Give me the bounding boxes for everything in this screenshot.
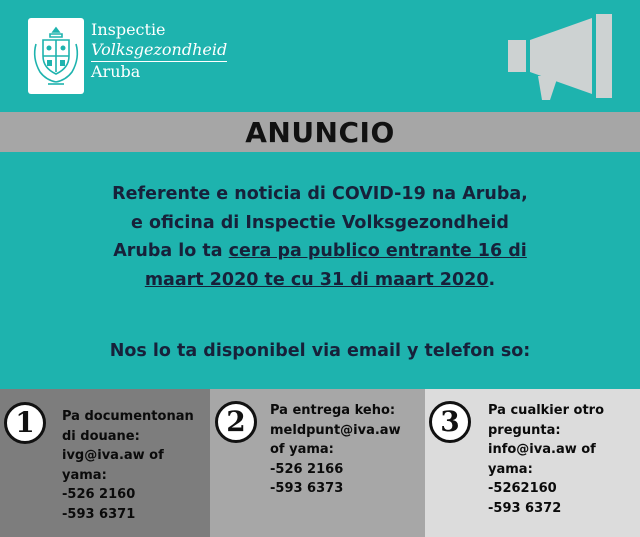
panel-text <box>62 407 207 524</box>
brand-name <box>91 20 227 82</box>
panel-line: di douane: <box>62 428 140 444</box>
header <box>0 0 640 112</box>
contact-panel-complaints <box>210 389 425 537</box>
contact-intro: Nos lo ta disponibel via email y telefon so: <box>109 341 531 361</box>
email-link[interactable]: ivg@iva.aw of <box>62 448 164 463</box>
brand-line-2: Volksgezondheid <box>91 40 227 62</box>
notice-part-1: Referente e noticia di COVID-19 na Aruba, e oficina di Inspectie Volksgezondheid Aruba lo ta <box>112 184 528 261</box>
panel-line: yama: <box>488 461 533 477</box>
email-link[interactable]: info@iva.aw of <box>488 442 596 457</box>
phone-number[interactable]: -526 2166 <box>270 461 344 477</box>
number-badge-2: 2 <box>215 401 257 443</box>
brand-line-1: Inspectie <box>91 20 166 39</box>
panel-line: yama: <box>62 467 107 483</box>
email-link[interactable]: meldpunt@iva.aw <box>270 422 401 438</box>
phone-number[interactable]: -593 6372 <box>488 500 562 516</box>
coat-of-arms-icon <box>28 18 84 94</box>
panel-line: Pa documentonan <box>62 409 194 424</box>
number-badge-1: 1 <box>4 402 46 444</box>
phone-number[interactable]: -593 6373 <box>270 481 344 496</box>
phone-number[interactable]: -5262160 <box>488 481 557 496</box>
notice-part-3: . <box>488 269 496 290</box>
panel-line: of yama: <box>270 442 334 457</box>
coat-of-arms-logo <box>28 18 84 94</box>
announcement-banner <box>0 112 640 152</box>
panel-text <box>270 401 420 499</box>
panel-line: pregunta: <box>488 422 561 438</box>
panel-text <box>488 401 638 518</box>
notice-text <box>110 180 530 294</box>
brand-line-3: Aruba <box>91 62 141 81</box>
panel-line: Pa cualkier otro <box>488 403 605 418</box>
megaphone-icon <box>500 14 628 102</box>
contact-panel-documents <box>0 389 210 537</box>
panel-line: Pa entrega keho: <box>270 403 396 418</box>
phone-number[interactable]: -526 2160 <box>62 487 136 502</box>
phone-number[interactable]: -593 6371 <box>62 506 136 522</box>
notice-closure-dates: cera pa publico entrante 16 di maart 2020 te cu 31 di maart 2020 <box>144 241 527 290</box>
contact-panel-questions <box>425 389 640 537</box>
number-badge-3: 3 <box>429 401 471 443</box>
banner-title: ANUNCIO <box>245 116 395 149</box>
